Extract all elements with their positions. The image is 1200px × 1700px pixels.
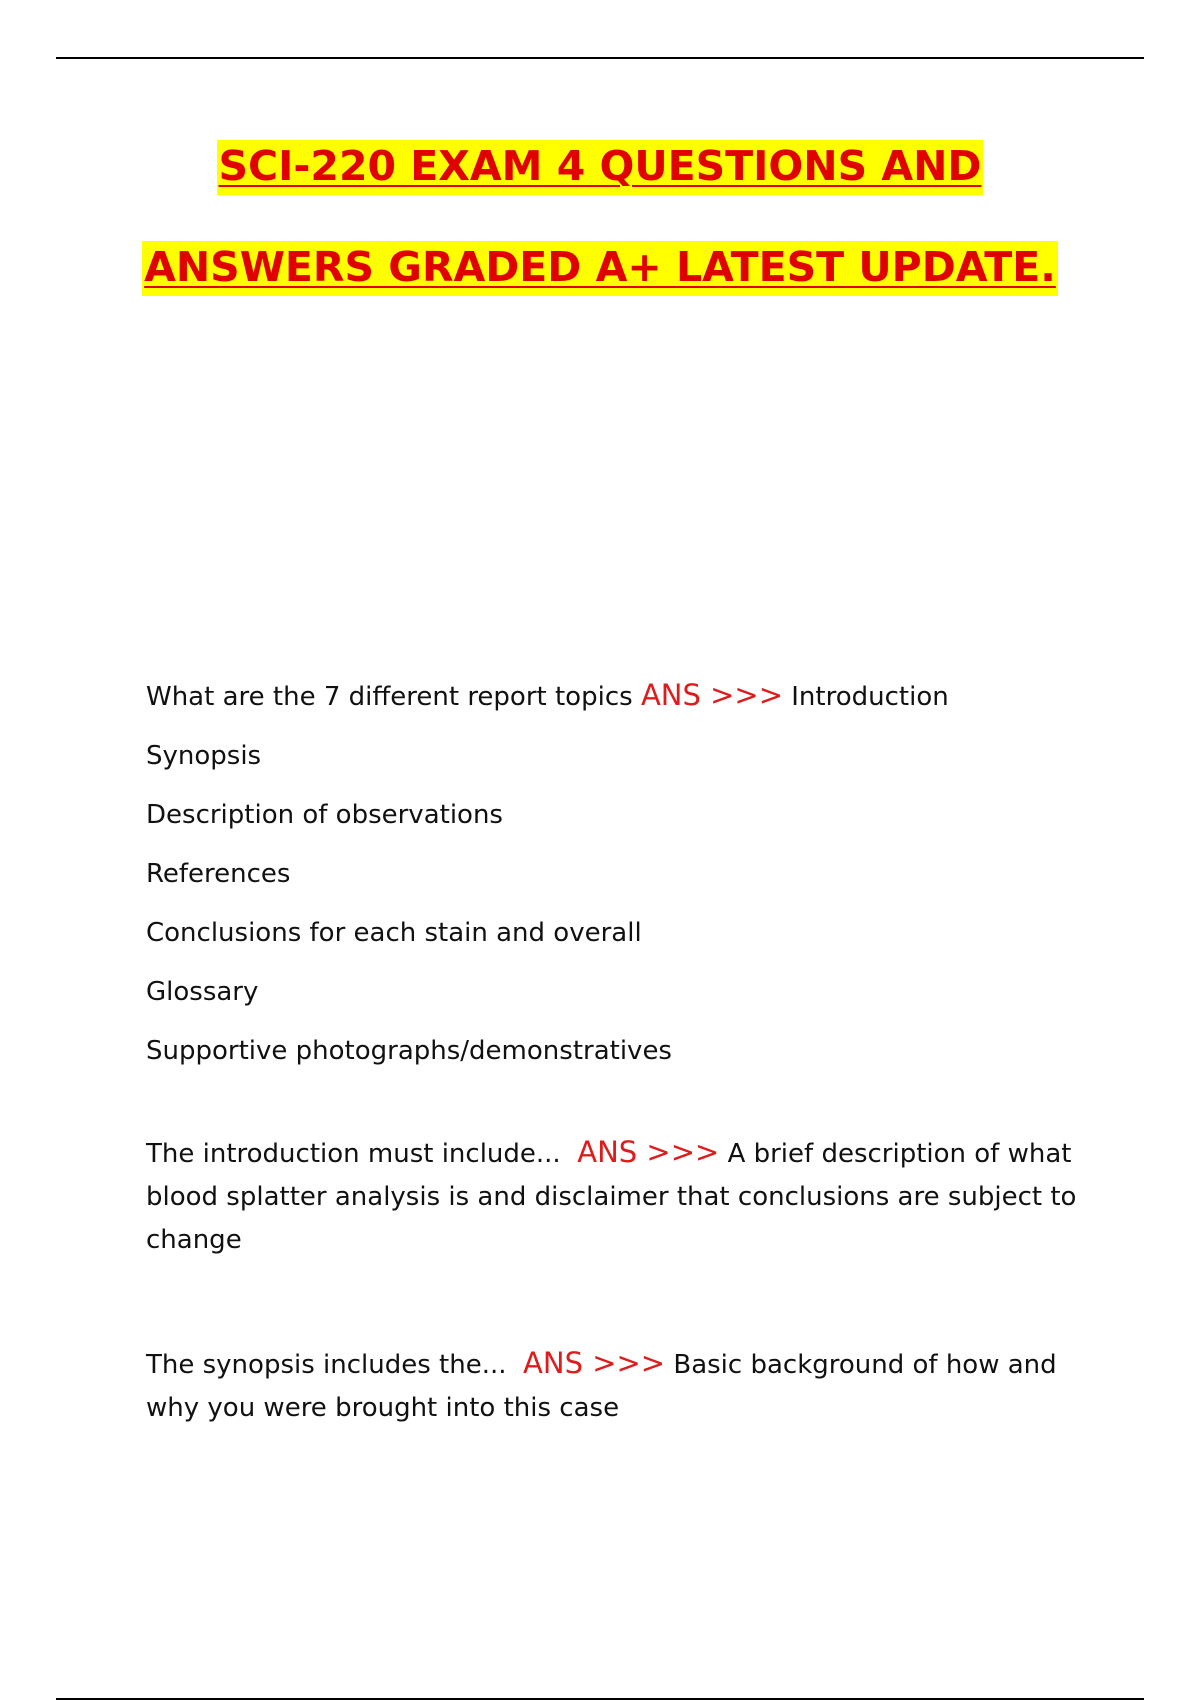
answer-marker: ANS >>> bbox=[640, 678, 783, 712]
answer-marker: ANS >>> bbox=[577, 1135, 720, 1169]
answer-list-item: Synopsis bbox=[146, 741, 262, 771]
document-title bbox=[0, 140, 1200, 296]
answer-list-item: Description of observations bbox=[146, 800, 503, 830]
question-line bbox=[146, 678, 1086, 715]
answer-list-item: Supportive photographs/demonstratives bbox=[146, 1036, 672, 1066]
top-rule bbox=[56, 57, 1144, 59]
answer-text: Basic background of how and why you were brought into this case bbox=[146, 1350, 1057, 1423]
qa-content bbox=[146, 678, 1086, 1430]
title-line-2: ANSWERS GRADED A+ LATEST UPDATE. bbox=[142, 241, 1058, 296]
question-text: The synopsis includes the... bbox=[146, 1350, 507, 1380]
answer-list-item: Conclusions for each stain and overall bbox=[146, 918, 642, 948]
answer-text: A brief description of what blood splatter analysis is and disclaimer that conclusions are subject to change bbox=[146, 1139, 1077, 1255]
answer-list-item: Glossary bbox=[146, 977, 259, 1007]
answer-text: Introduction bbox=[791, 682, 949, 712]
answer-marker: ANS >>> bbox=[523, 1346, 666, 1380]
question-text: The introduction must include... bbox=[146, 1139, 561, 1169]
qa-item-report-topics bbox=[146, 678, 1086, 1069]
qa-item-synopsis bbox=[146, 1342, 1086, 1430]
question-text: What are the 7 different report topics bbox=[146, 682, 633, 712]
qa-item-introduction bbox=[146, 1131, 1086, 1262]
answer-list-item: References bbox=[146, 859, 291, 889]
title-line-1: SCI-220 EXAM 4 QUESTIONS AND bbox=[217, 140, 984, 195]
